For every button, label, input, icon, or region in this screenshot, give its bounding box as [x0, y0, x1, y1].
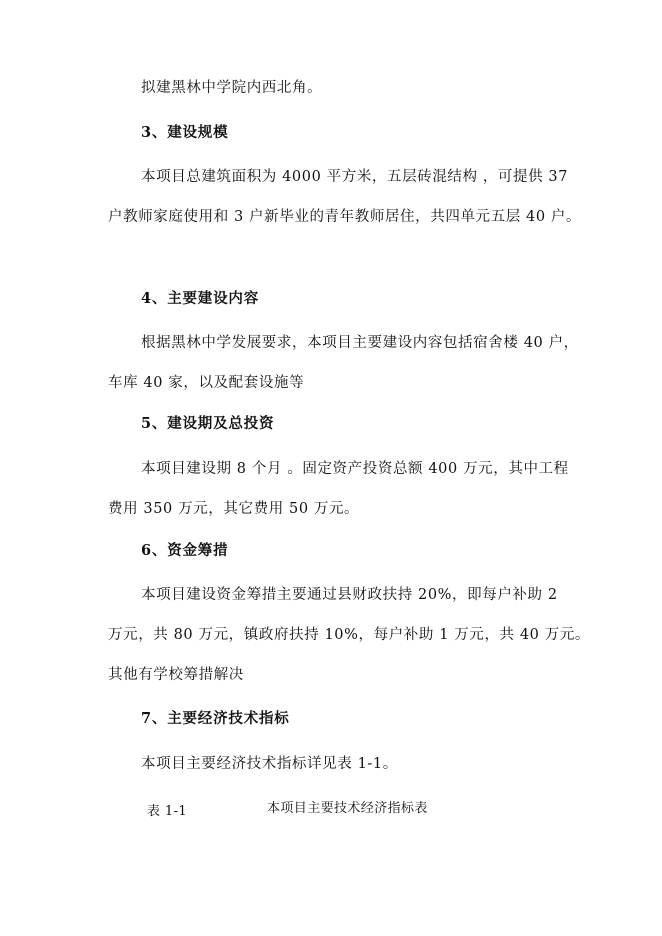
section-heading-scale: 3、建设规模 — [141, 124, 229, 141]
paragraph-line: 本项目总建筑面积为 4000 平方米，五层砖混结构 ，可提供 37 — [141, 169, 569, 185]
paragraph-line: 费用 350 万元，其它费用 50 万元。 — [108, 501, 360, 517]
paragraph-line: 本项目建设期 8 个月 。固定资产投资总额 400 万元，其中工程 — [141, 461, 569, 477]
paragraph-line: 根据黑林中学发展要求，本项目主要建设内容包括宿舍楼 40 户， — [141, 335, 579, 351]
section-heading-investment: 5、建设期及总投资 — [141, 415, 275, 432]
paragraph-line: 万元，共 80 万元，镇政府扶持 10%，每户补助 1 万元，共 40 万元。 — [108, 627, 591, 643]
paragraph-line: 本项目主要经济技术指标详见表 1-1。 — [141, 756, 398, 772]
paragraph-line: 本项目建设资金筹措主要通过县财政扶持 20%，即每户补助 2 — [141, 587, 558, 603]
paragraph-line: 户教师家庭使用和 3 户新毕业的青年教师居住，共四单元五层 40 户。 — [108, 209, 582, 225]
intro-line: 拟建黑林中学院内西北角。 — [141, 80, 323, 96]
paragraph-line: 车库 40 家，以及配套设施等 — [108, 375, 305, 391]
section-heading-funding: 6、资金筹措 — [141, 542, 229, 559]
section-heading-content: 4、主要建设内容 — [141, 290, 259, 307]
paragraph-line: 其他有学校筹措解决 — [108, 667, 244, 683]
section-heading-indicators: 7、主要经济技术指标 — [141, 710, 290, 727]
table-title: 本项目主要技术经济指标表 — [267, 801, 428, 816]
table-number: 表 1-1 — [147, 804, 188, 819]
